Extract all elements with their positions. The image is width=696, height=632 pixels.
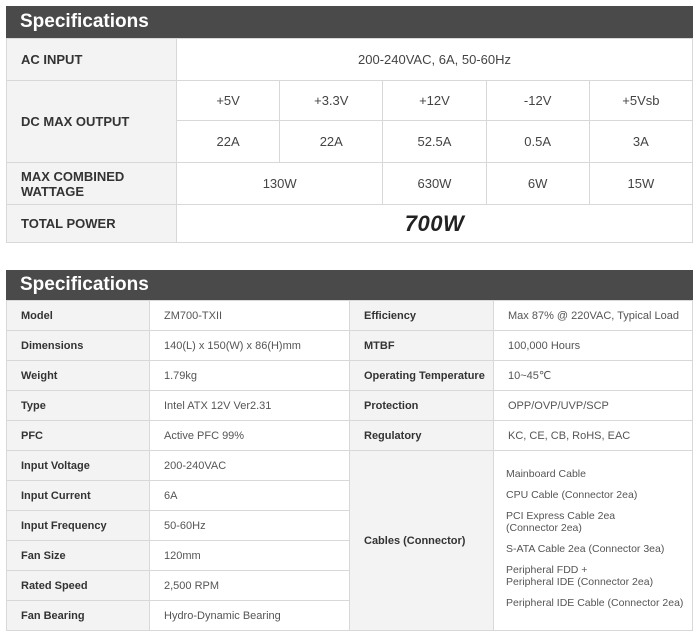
table-row <box>7 331 693 361</box>
spec-value: 140(L) x 150(W) x 86(H)mm <box>150 331 350 361</box>
spec-key: Efficiency <box>350 301 494 331</box>
spec-key: Fan Bearing <box>7 601 150 631</box>
cable-item <box>506 468 692 480</box>
cable-item <box>506 564 692 588</box>
spec-value: OPP/OVP/UVP/SCP <box>494 391 693 421</box>
spec-value: KC, CE, CB, RoHS, EAC <box>494 421 693 451</box>
max-combined-label <box>7 163 177 205</box>
cable-item <box>506 510 692 534</box>
combined-wattage: 6W <box>486 163 589 205</box>
table-row <box>7 391 693 421</box>
cable-item-line: PCI Express Cable 2ea <box>506 509 616 522</box>
max-combined-label-line1: MAX COMBINED <box>21 168 125 184</box>
dc-max-output-label: DC MAX OUTPUT <box>7 81 177 163</box>
total-power-row <box>7 205 693 243</box>
total-power-label: TOTAL POWER <box>7 205 177 243</box>
spec-key: Model <box>7 301 150 331</box>
rail-current: 52.5A <box>383 121 486 163</box>
spec-header: Specifications <box>6 6 693 38</box>
combined-wattage: 15W <box>589 163 692 205</box>
ac-input-row <box>7 39 693 81</box>
spec-value: 200-240VAC <box>150 451 350 481</box>
combined-wattage: 130W <box>177 163 383 205</box>
spec-key: Input Voltage <box>7 451 150 481</box>
rail-label: -12V <box>486 81 589 121</box>
general-spec-panel <box>6 270 693 631</box>
rail-current: 22A <box>280 121 383 163</box>
cable-item-line: (Connector 2ea) <box>506 521 582 534</box>
combined-wattage: 630W <box>383 163 486 205</box>
rail-label: +5V <box>177 81 280 121</box>
spec-key: Input Frequency <box>7 511 150 541</box>
spec-value: Active PFC 99% <box>150 421 350 451</box>
rail-current: 22A <box>177 121 280 163</box>
spec-value: Intel ATX 12V Ver2.31 <box>150 391 350 421</box>
spec-value: 120mm <box>150 541 350 571</box>
dc-rails-row <box>7 81 693 121</box>
spec-value: Hydro-Dynamic Bearing <box>150 601 350 631</box>
spec-key: PFC <box>7 421 150 451</box>
spec-key: Fan Size <box>7 541 150 571</box>
ac-input-label: AC INPUT <box>7 39 177 81</box>
general-spec-table <box>6 300 693 631</box>
cable-item-line: Mainboard Cable <box>506 467 586 480</box>
total-power-value: 700W <box>177 205 693 243</box>
cable-item <box>506 543 692 555</box>
spec-key: Operating Temperature <box>350 361 494 391</box>
max-combined-row <box>7 163 693 205</box>
power-output-spec-panel <box>6 6 693 243</box>
cable-item-line: Peripheral FDD + <box>506 563 588 576</box>
table-row <box>7 421 693 451</box>
cable-item <box>506 489 692 501</box>
spec-key: MTBF <box>350 331 494 361</box>
max-combined-label-line2: WATTAGE <box>21 183 85 199</box>
cable-item <box>506 597 692 609</box>
rail-current: 0.5A <box>486 121 589 163</box>
table-row <box>7 301 693 331</box>
cables-list <box>494 451 693 631</box>
spec-key: Input Current <box>7 481 150 511</box>
rail-label: +3.3V <box>280 81 383 121</box>
spec-value: 2,500 RPM <box>150 571 350 601</box>
cable-item-line: Peripheral IDE (Connector 2ea) <box>506 575 654 588</box>
cable-item-line: CPU Cable (Connector 2ea) <box>506 488 638 501</box>
spec-value: ZM700-TXII <box>150 301 350 331</box>
spec-key: Rated Speed <box>7 571 150 601</box>
rail-current: 3A <box>589 121 692 163</box>
rail-label: +5Vsb <box>589 81 692 121</box>
spec-value: 1.79kg <box>150 361 350 391</box>
spec-header: Specifications <box>6 270 693 300</box>
cable-item-line: Peripheral IDE Cable (Connector 2ea) <box>506 596 684 609</box>
power-output-table <box>6 38 693 243</box>
spec-value: 100,000 Hours <box>494 331 693 361</box>
spec-value: 10~45℃ <box>494 361 693 391</box>
rail-label: +12V <box>383 81 486 121</box>
spec-value: 50-60Hz <box>150 511 350 541</box>
spec-key: Regulatory <box>350 421 494 451</box>
table-row <box>7 361 693 391</box>
ac-input-value: 200-240VAC, 6A, 50-60Hz <box>177 39 693 81</box>
cable-item-line: S-ATA Cable 2ea (Connector 3ea) <box>506 542 665 555</box>
spec-key: Protection <box>350 391 494 421</box>
spec-key: Weight <box>7 361 150 391</box>
spec-value: Max 87% @ 220VAC, Typical Load <box>494 301 693 331</box>
spec-value: 6A <box>150 481 350 511</box>
spec-key: Dimensions <box>7 331 150 361</box>
table-row <box>7 451 693 481</box>
cables-key: Cables (Connector) <box>350 451 494 631</box>
spec-key: Type <box>7 391 150 421</box>
